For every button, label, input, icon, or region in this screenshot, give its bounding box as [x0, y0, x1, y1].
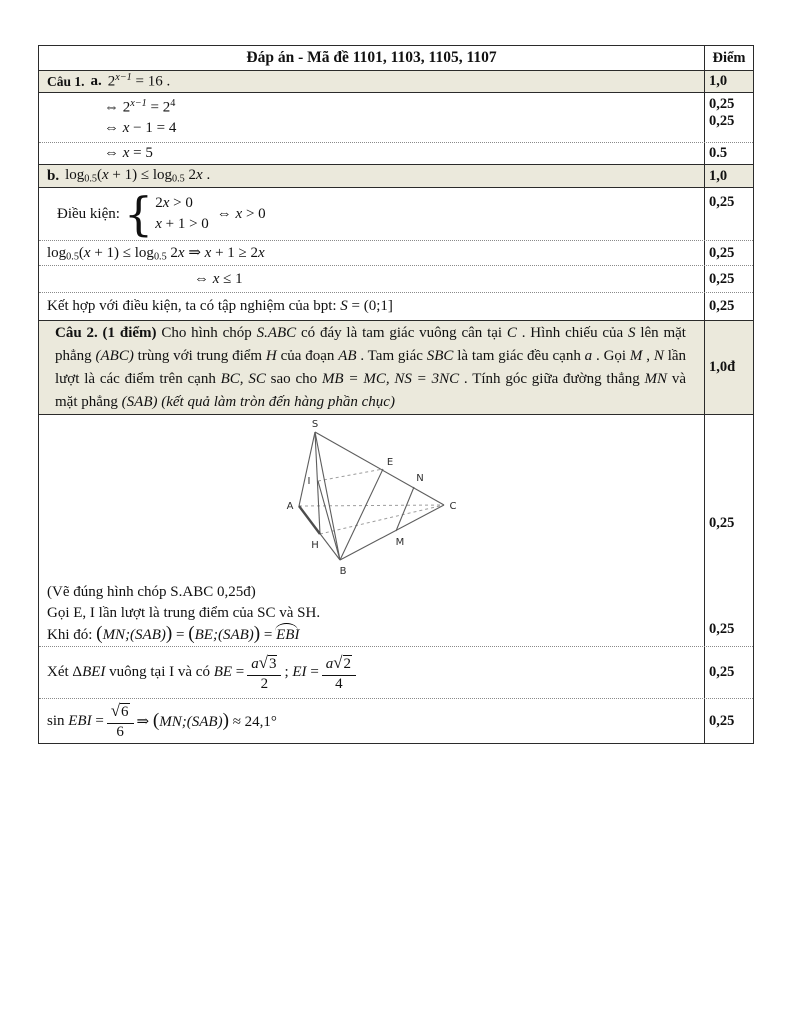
svg-text:A: A [286, 501, 294, 512]
svg-text:I: I [307, 476, 311, 487]
equation-text: sin EBI = [47, 712, 104, 729]
fraction-coefficient: a [325, 655, 334, 672]
condition-prefix: Điều kiện: [57, 205, 120, 222]
radicand: 6 [121, 704, 129, 721]
triangle-bei-cell [39, 647, 705, 698]
fraction-coefficient: a [251, 655, 259, 672]
row-cau1a [39, 71, 753, 93]
condition-line: x + 1 > 0 [155, 216, 209, 232]
points-cell: 0,25 [709, 664, 735, 680]
points-value: 0,25 [709, 113, 735, 129]
row-cau1a-result [39, 143, 753, 165]
part-a-label: a. [90, 73, 102, 89]
fraction-denominator: 4 [335, 675, 343, 692]
cau1a-statement-cell [39, 71, 705, 92]
points-cell: 1,0đ [709, 359, 736, 375]
part-b-label: b. [47, 167, 60, 184]
points-cell [705, 93, 753, 142]
equation-step: ⇔ x = 5 [104, 145, 153, 161]
points-cell: 0,25 [709, 244, 735, 261]
sin-result-cell [39, 699, 705, 743]
cau1b-statement-cell [39, 165, 705, 187]
radical-sign: √ [110, 701, 121, 721]
condition-cell [39, 188, 705, 240]
fraction-denominator: 2 [260, 675, 269, 692]
points-value: 0,25 [709, 96, 735, 112]
pyramid-figure [39, 417, 707, 582]
radical-sign: √ [333, 652, 343, 672]
row-figure [39, 415, 753, 647]
equation-text: Xét ΔBEI vuông tại I và có BE = [47, 664, 245, 680]
row-cau1a-working [39, 93, 753, 143]
condition-result: ⇔ x > 0 [216, 205, 266, 222]
points-cell: 0,25 [709, 194, 735, 210]
points-value: 0,25 [709, 515, 735, 531]
svg-text:E: E [386, 457, 394, 468]
equation-step: $\log_{0.5}(x + 1) \le \log_{0.5} 2x$ ⇒ x + 1 ≥ 2x [47, 245, 265, 263]
points-cell: 0,25 [709, 712, 735, 729]
table-header-row [39, 46, 753, 71]
xle1-cell [39, 266, 705, 292]
header-title-cell [39, 46, 705, 70]
row-sin-result [39, 699, 753, 743]
radicand: 3 [268, 655, 277, 672]
equation-text: ⇒ (MN;(SAB)) ≈ 24,1° [136, 710, 277, 731]
points-cell: 0,25 [709, 298, 735, 314]
figure-cell [39, 415, 705, 646]
svg-text:M: M [395, 537, 405, 548]
svg-text:H: H [311, 540, 319, 551]
svg-text:S: S [311, 419, 319, 430]
row-xle1 [39, 266, 753, 293]
question-label: Câu 1. [47, 73, 85, 89]
log-step-cell [39, 241, 705, 265]
equation-step: ⇔ x − 1 = 4 [104, 120, 177, 137]
radical-sign: √ [258, 652, 268, 672]
points-cell: 0.5 [709, 145, 728, 161]
equation: $2^{x-1} = 16$ . [107, 72, 171, 90]
result-cell [39, 143, 705, 164]
svg-text:B: B [339, 566, 347, 577]
row-condition [39, 188, 753, 241]
svg-text:C: C [449, 501, 457, 512]
points-value: 0,25 [709, 621, 735, 637]
equation-step: ⇔ x ≤ 1 [194, 270, 243, 287]
points-cell: 1,0 [709, 73, 728, 89]
fraction [107, 701, 134, 741]
fraction-denominator: 6 [116, 724, 124, 740]
equation-text: ; EI = [284, 664, 319, 680]
figure-caption-3: Khi đó: (MN;(SAB)) = (BE;(SAB)) = EBI [47, 623, 300, 644]
condition-line: 2x > 0 [155, 195, 193, 211]
row-cau1b [39, 165, 753, 188]
points-cell [705, 415, 753, 646]
system-conditions [155, 193, 209, 235]
points-header: Điểm [712, 49, 746, 66]
figure-caption-2: Gọi E, I lần lượt là trung điểm của SC và SH. [47, 605, 321, 621]
fraction [322, 653, 356, 693]
svg-text:N: N [416, 473, 424, 484]
fraction [247, 653, 281, 693]
row-triangle-bei [39, 647, 753, 699]
cau2-statement-cell [39, 321, 705, 414]
exam-title: Đáp án - Mã đề 1101, 1103, 1105, 1107 [246, 49, 497, 66]
working-cell [39, 93, 705, 142]
points-cell: 1,0 [709, 167, 728, 184]
points-cell: 0,25 [709, 270, 735, 287]
system-brace: { [123, 187, 154, 241]
cau2-statement: Câu 2. (1 điểm) Cho hình chóp S.ABC có đáy là tam giác vuông cân tại C . Hình chiếu của S lên mặt phẳng (ABC) trùng với trung điểm H của đoạn AB . Tam giác SBC là tam giác đều cạnh a . Gọi M , N lần lượt là các điểm trên cạnh BC, SC sao cho MB = MC, NS = 3NC . Tính góc giữa đường thẳng MN và mặt phẳng (SAB) (kết quả làm tròn đến hàng phần chục) [55, 324, 687, 410]
answer-key-table [38, 45, 754, 744]
equation-step: ⇔ $2^{x-1} = 2^4$ [104, 97, 176, 116]
radicand: 2 [343, 655, 351, 672]
figure-caption-1: (Vẽ đúng hình chóp S.ABC 0,25đ) [47, 584, 256, 600]
equation: $\log_{0.5}(x + 1) \le \log_{0.5} 2x$ . [65, 167, 211, 185]
inequality-system [120, 187, 209, 241]
row-cau2 [39, 321, 753, 415]
conclusion-text: Kết hợp với điều kiện, ta có tập nghiệm của bpt: S = (0;1] [47, 298, 393, 314]
row-log-step [39, 241, 753, 266]
